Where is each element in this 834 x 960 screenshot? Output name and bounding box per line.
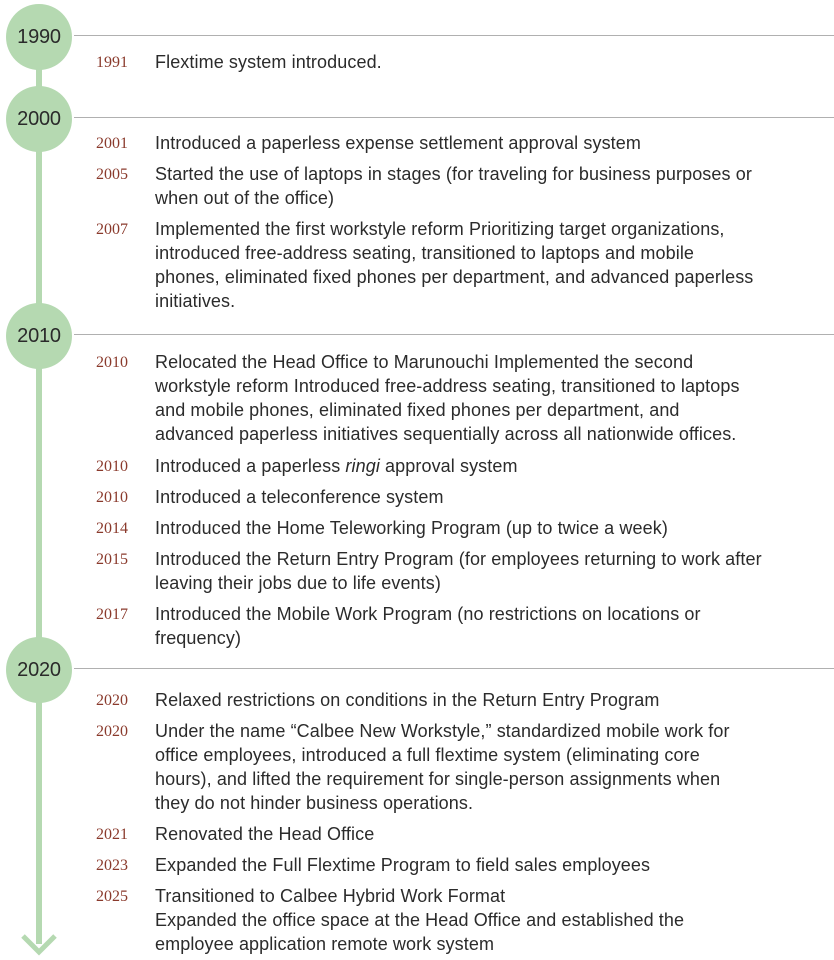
event-description [155, 884, 834, 956]
event-description-line: Expanded the Full Flextime Program to field sales employees [155, 855, 651, 875]
event-description-line: hours), and lifted the requirement for single-person assignments when [155, 769, 721, 789]
event-description [155, 822, 834, 847]
event-text-prefix: Introduced a paperless [155, 456, 346, 476]
event-description-line: workstyle reform Introduced free-address seating, transitioned to laptops [155, 376, 740, 396]
event-description [155, 485, 834, 510]
event-description [155, 131, 834, 156]
event-description-line: frequency) [155, 628, 242, 648]
timeline-event [96, 602, 834, 650]
event-description-line: advanced paperless initiatives sequentially across all nationwide offices. [155, 424, 737, 444]
event-year: 2010 [96, 489, 128, 506]
event-year: 2001 [96, 135, 128, 152]
event-description-line: Expanded the office space at the Head Office and established the [155, 910, 685, 930]
timeline-event [96, 516, 834, 541]
timeline-event [96, 688, 834, 713]
event-description-line: Flextime system introduced. [155, 52, 382, 72]
timeline-event [96, 350, 834, 446]
event-description [155, 688, 834, 713]
decade-divider [74, 117, 834, 118]
event-description [155, 162, 834, 210]
decade-divider [74, 668, 834, 669]
event-year: 2025 [96, 888, 128, 905]
timeline-event [96, 131, 834, 156]
event-year: 2020 [96, 723, 128, 740]
timeline-spine [36, 52, 42, 944]
decade-marker: 2010 [6, 303, 72, 369]
event-description [155, 602, 834, 650]
event-year: 2020 [96, 692, 128, 709]
event-description [155, 350, 834, 446]
event-year: 2005 [96, 166, 128, 183]
event-description-line: employee application remote work system [155, 934, 495, 954]
timeline-event [96, 884, 834, 956]
timeline-event [96, 162, 834, 210]
event-description-line: initiatives. [155, 291, 236, 311]
event-description-line: Renovated the Head Office [155, 824, 375, 844]
timeline-event [96, 822, 834, 847]
timeline-event [96, 719, 834, 815]
timeline-event [96, 547, 834, 595]
event-description-line: Introduced the Home Teleworking Program (up to twice a week) [155, 518, 668, 538]
event-year: 2015 [96, 551, 128, 568]
event-description-line: Introduced a teleconference system [155, 487, 444, 507]
event-description-line: Transitioned to Calbee Hybrid Work Format [155, 886, 506, 906]
event-description [155, 719, 834, 815]
decade-divider [74, 35, 834, 36]
event-year: 2023 [96, 857, 128, 874]
timeline-event [96, 50, 834, 75]
event-year: 2021 [96, 826, 128, 843]
event-description-line: office employees, introduced a full flextime system (eliminating core [155, 745, 700, 765]
event-description-line: they do not hinder business operations. [155, 793, 474, 813]
timeline-event [96, 454, 834, 479]
timeline-event [96, 485, 834, 510]
arrow-down-icon [19, 930, 59, 958]
event-description-line: introduced free-address seating, transitioned to laptops and mobile [155, 243, 695, 263]
event-description-line [155, 454, 834, 478]
event-description [155, 217, 834, 313]
event-year: 1991 [96, 54, 128, 71]
event-description-line: Relocated the Head Office to Marunouchi Implemented the second [155, 352, 694, 372]
decade-marker: 2020 [6, 637, 72, 703]
event-description-line: when out of the office) [155, 188, 335, 208]
event-year: 2017 [96, 606, 128, 623]
decade-marker: 2000 [6, 86, 72, 152]
timeline-event [96, 217, 834, 313]
event-description-line: leaving their jobs due to life events) [155, 573, 441, 593]
event-description-line: Introduced a paperless expense settlement approval system [155, 133, 641, 153]
event-description [155, 547, 834, 595]
event-description [155, 454, 834, 479]
event-description-line: Implemented the first workstyle reform Prioritizing target organizations, [155, 219, 725, 239]
timeline-event [96, 853, 834, 878]
event-description-line: phones, eliminated fixed phones per department, and advanced paperless [155, 267, 754, 287]
event-description-line: and mobile phones, eliminated fixed phones per department, and [155, 400, 680, 420]
event-description-line: Introduced the Mobile Work Program (no restrictions on locations or [155, 604, 701, 624]
event-description-line: Started the use of laptops in stages (for traveling for business purposes or [155, 164, 752, 184]
event-year: 2007 [96, 221, 128, 238]
event-description-line: Under the name “Calbee New Workstyle,” standardized mobile work for [155, 721, 730, 741]
event-year: 2010 [96, 354, 128, 371]
event-description [155, 516, 834, 541]
event-text-suffix: approval system [379, 456, 518, 476]
event-year: 2010 [96, 458, 128, 475]
decade-marker: 1990 [6, 4, 72, 70]
decade-divider [74, 334, 834, 335]
event-text-italic-term: ringi [345, 456, 380, 476]
event-description [155, 50, 834, 75]
event-description-line: Introduced the Return Entry Program (for employees returning to work after [155, 549, 762, 569]
event-year: 2014 [96, 520, 128, 537]
event-description [155, 853, 834, 878]
event-description-line: Relaxed restrictions on conditions in the Return Entry Program [155, 690, 660, 710]
